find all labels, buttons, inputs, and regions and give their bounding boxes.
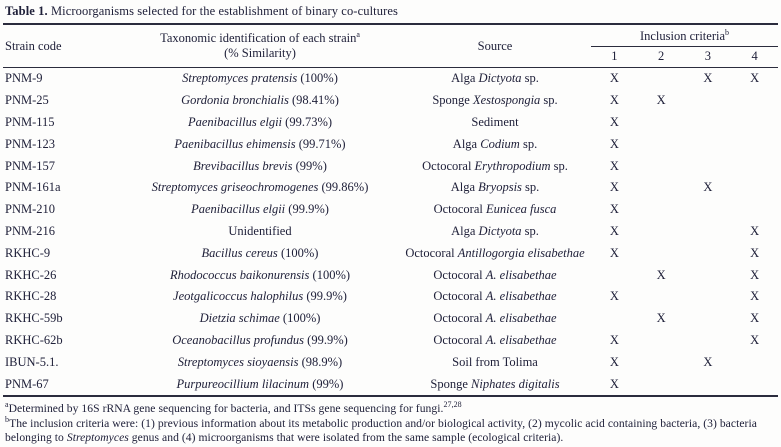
criteria-subheader-1: 1 [611, 49, 618, 63]
taxon-species-name: Oceanobacillus profundus [172, 332, 305, 347]
col-header-inclusion-criteria [591, 25, 778, 67]
source-cell [399, 289, 591, 304]
taxon-species-name: Streptomyces pratensis [182, 71, 298, 86]
taxon-species-name: Streptomyces griseochromogenes [151, 180, 319, 195]
source-type: Octocoral [433, 267, 486, 282]
criteria-cells [591, 330, 778, 352]
footnote-b [5, 414, 776, 446]
footnote-b-text-before: The inclusion criteria were: (1) previous information about its metabolic production and/or biological activity, (2) mycolic acid containing bacteria, (3) bacteria belonging to [5, 416, 757, 445]
taxon-species-name: Rhodococcus baikonurensis [169, 267, 310, 282]
source-species-name: Erythropodium [474, 158, 551, 173]
source-cell [399, 268, 591, 283]
criteria-cell-4: X [750, 311, 760, 326]
criteria-cell-4: X [750, 245, 760, 260]
source-species-name: A. elisabethae [485, 311, 557, 326]
source-cell [399, 333, 591, 348]
source-type: Sponge [430, 376, 472, 391]
criteria-cell-4: X [750, 332, 760, 347]
taxon-similarity: (100%) [309, 267, 351, 282]
footnote-b-marker: b [5, 414, 10, 424]
source-type: Soil from Tolima [452, 354, 538, 369]
strain-code-cell: RKHC-59b [5, 311, 63, 326]
source-species-name: Dictyota [478, 223, 522, 238]
taxon-similarity: (100%) [277, 245, 319, 260]
criteria-cell-1: X [609, 332, 619, 347]
footnote-a-text: Determined by 16S rRNA gene sequencing for bacteria, and ITSs gene sequencing for fungi. [8, 401, 444, 415]
taxon-similarity: (99.86%) [318, 180, 369, 195]
criteria-subheaders [591, 46, 778, 67]
source-species-name: A. elisabethae [485, 289, 557, 304]
col-header-taxonomic [121, 25, 399, 67]
table-row [3, 221, 778, 243]
table-header [3, 25, 778, 68]
col-header-source: Source [477, 38, 513, 53]
criteria-cells [591, 242, 778, 264]
criteria-cell-4: X [750, 289, 760, 304]
col-header-taxonomic-text: Taxonomic identification of each strain [160, 31, 357, 45]
criteria-cells [591, 286, 778, 308]
source-type: Alga [451, 223, 479, 238]
source-type: Octocoral [433, 332, 486, 347]
taxon-species-name: Purpureocillium lilacinum [176, 376, 310, 391]
table-row [3, 242, 778, 264]
criteria-cell-1: X [609, 114, 619, 129]
taxon-similarity: (99.9%) [304, 332, 348, 347]
source-cell [399, 224, 591, 239]
col-header-taxonomic-line1 [160, 31, 360, 46]
criteria-cells [591, 264, 778, 286]
criteria-cells [591, 177, 778, 199]
source-type: Alga [450, 180, 479, 195]
criteria-subheader-2: 2 [658, 49, 665, 63]
taxon-similarity: (99.73%) [282, 114, 333, 129]
inclusion-criteria-title [591, 26, 778, 46]
strain-code-cell: PNM-216 [5, 223, 56, 238]
table-row [3, 68, 778, 90]
taxon-cell [121, 71, 399, 86]
criteria-cells [591, 351, 778, 373]
source-type: Octocoral [433, 202, 486, 217]
inclusion-criteria-text: Inclusion criteria [639, 29, 726, 43]
col-header-taxonomic-line2: (% Similarity) [224, 46, 296, 60]
source-species-name: Dictyota [478, 71, 522, 86]
criteria-cell-2: X [656, 267, 666, 282]
criteria-cell-1: X [609, 289, 619, 304]
taxon-species-name: Dietzia schimae [199, 311, 280, 326]
taxon-similarity: (99.71%) [295, 136, 346, 151]
strain-code-cell: PNM-123 [5, 136, 56, 151]
taxon-similarity: (99.9%) [303, 289, 347, 304]
criteria-cells [591, 112, 778, 134]
taxon-species-name: Jeotgalicoccus halophilus [173, 289, 304, 304]
taxon-similarity: Unidentified [228, 223, 292, 238]
source-cell [399, 93, 591, 108]
criteria-cells [591, 90, 778, 112]
strain-code-cell: PNM-157 [5, 158, 56, 173]
source-species-name: Eunicea fusca [485, 202, 557, 217]
strain-code-cell: IBUN-5.1. [5, 354, 59, 369]
source-type: Sponge [432, 93, 473, 108]
taxon-cell [121, 333, 399, 348]
source-cell [399, 246, 591, 261]
source-cell [399, 202, 591, 217]
criteria-cell-4: X [750, 223, 760, 238]
table-body [3, 68, 778, 395]
table-row [3, 373, 778, 395]
criteria-cell-3: X [703, 71, 713, 86]
source-type: Sediment [471, 114, 519, 129]
table-caption-text: Microorganisms selected for the establishment of binary co-cultures [47, 4, 398, 18]
strain-code-cell: PNM-67 [5, 376, 49, 391]
taxon-cell [121, 202, 399, 217]
footnote-a [5, 402, 776, 417]
taxon-species-name: Paenibacillus elgii [187, 114, 283, 129]
footnote-a-citation: 27,28 [443, 400, 462, 410]
criteria-cell-1: X [609, 71, 619, 86]
criteria-subheader-4: 4 [751, 49, 758, 63]
strain-code-cell: RKHC-62b [5, 332, 63, 347]
taxon-cell [121, 93, 399, 108]
source-type: Octocoral [433, 289, 486, 304]
taxon-cell [121, 224, 399, 239]
footnote-a-marker: a [5, 400, 9, 410]
taxon-species-name: Paenibacillus elgii [191, 202, 286, 217]
taxon-similarity: (100%) [297, 71, 338, 86]
source-species-name: A. elisabethae [485, 267, 557, 282]
taxon-cell [121, 137, 399, 152]
criteria-cell-1: X [609, 136, 619, 151]
strain-code-cell: RKHC-9 [5, 245, 51, 260]
taxon-species-name: Paenibacillus ehimensis [174, 136, 296, 151]
taxon-similarity: (99.9%) [285, 202, 329, 217]
criteria-cells [591, 133, 778, 155]
taxon-similarity: (100%) [279, 311, 321, 326]
table-row [3, 330, 778, 352]
criteria-cell-2: X [656, 311, 666, 326]
source-suffix: sp. [521, 71, 539, 86]
source-species-name: Niphates digitalis [471, 376, 560, 391]
footnote-b-text-after: genus and (4) microorganisms that were isolated from the same sample (ecological criteria). [128, 431, 564, 445]
criteria-cell-4: X [750, 71, 760, 86]
criteria-cells [591, 155, 778, 177]
taxon-cell [121, 289, 399, 304]
footnotes [3, 397, 778, 446]
strain-code-cell: RKHC-28 [5, 289, 57, 304]
source-suffix: sp. [550, 158, 568, 173]
taxon-cell [121, 311, 399, 326]
criteria-cell-1: X [609, 158, 619, 173]
footnote-a-marker-ref: a [356, 29, 360, 39]
criteria-cell-1: X [609, 180, 619, 195]
source-species-name: Antillogorgia elisabethae [457, 245, 585, 260]
taxon-similarity: (99%) [292, 158, 327, 173]
criteria-cell-1: X [609, 376, 619, 391]
criteria-subheader-3: 3 [704, 49, 711, 63]
source-type: Octocoral [405, 245, 458, 260]
criteria-cell-4: X [750, 267, 760, 282]
strain-code-cell: PNM-161a [5, 180, 61, 195]
strain-code-cell: PNM-115 [5, 114, 55, 129]
table-row [3, 90, 778, 112]
source-suffix: sp. [540, 93, 558, 108]
taxon-similarity: (98.41%) [288, 93, 339, 108]
table-row [3, 308, 778, 330]
strain-code-cell: PNM-9 [5, 71, 43, 86]
table-caption-label: Table 1. [5, 4, 48, 18]
table-row [3, 286, 778, 308]
source-type: Octocoral [433, 311, 486, 326]
taxon-similarity: (99%) [309, 376, 344, 391]
source-suffix: sp. [521, 223, 539, 238]
criteria-cell-3: X [703, 180, 713, 195]
table-row [3, 133, 778, 155]
source-species-name: Xestospongia [472, 93, 541, 108]
taxon-cell [121, 377, 399, 392]
criteria-cells [591, 373, 778, 395]
source-species-name: A. elisabethae [485, 332, 557, 347]
criteria-cell-1: X [609, 354, 619, 369]
source-type: Alga [452, 136, 481, 151]
taxon-species-name: Brevibacillus brevis [193, 158, 293, 173]
table [3, 23, 778, 397]
taxon-cell [121, 159, 399, 174]
source-type: Octocoral [422, 158, 475, 173]
table-row [3, 199, 778, 221]
taxon-cell [121, 355, 399, 370]
criteria-cells [591, 221, 778, 243]
taxon-cell [121, 180, 399, 195]
taxon-species-name: Gordonia bronchialis [181, 93, 289, 108]
source-suffix: sp. [521, 180, 540, 195]
table-row [3, 155, 778, 177]
taxon-species-name: Bacillus cereus [201, 245, 278, 260]
source-suffix: sp. [519, 136, 538, 151]
criteria-cell-2: X [656, 93, 666, 108]
criteria-cell-1: X [609, 93, 619, 108]
source-cell [399, 115, 591, 130]
source-cell [399, 311, 591, 326]
source-cell [399, 355, 591, 370]
source-cell [399, 71, 591, 86]
source-cell [399, 159, 591, 174]
criteria-cell-1: X [609, 245, 619, 260]
criteria-cell-1: X [609, 202, 619, 217]
source-cell [399, 137, 591, 152]
taxon-similarity: (98.9%) [298, 354, 343, 369]
table-caption [3, 3, 778, 23]
criteria-cells [591, 308, 778, 330]
taxon-cell [121, 268, 399, 283]
strain-code-cell: PNM-210 [5, 202, 56, 217]
source-type: Alga [451, 71, 479, 86]
table-row [3, 112, 778, 134]
source-cell [399, 180, 591, 195]
col-header-strain-code: Strain code [5, 38, 62, 53]
criteria-cells [591, 199, 778, 221]
criteria-cells [591, 68, 778, 90]
table-row [3, 177, 778, 199]
table-row [3, 264, 778, 286]
table-row [3, 351, 778, 373]
footnote-b-genus-name: Streptomyces [66, 431, 129, 445]
strain-code-cell: RKHC-26 [5, 267, 57, 282]
taxon-species-name: Streptomyces sioyaensis [177, 354, 299, 369]
source-species-name: Bryopsis [478, 180, 522, 195]
footnote-b-marker-ref: b [725, 27, 730, 37]
source-species-name: Codium [480, 136, 520, 151]
taxon-cell [121, 115, 399, 130]
strain-code-cell: PNM-25 [5, 93, 49, 108]
criteria-cell-3: X [703, 354, 713, 369]
source-cell [399, 377, 591, 392]
taxon-cell [121, 246, 399, 261]
criteria-cell-1: X [609, 223, 619, 238]
